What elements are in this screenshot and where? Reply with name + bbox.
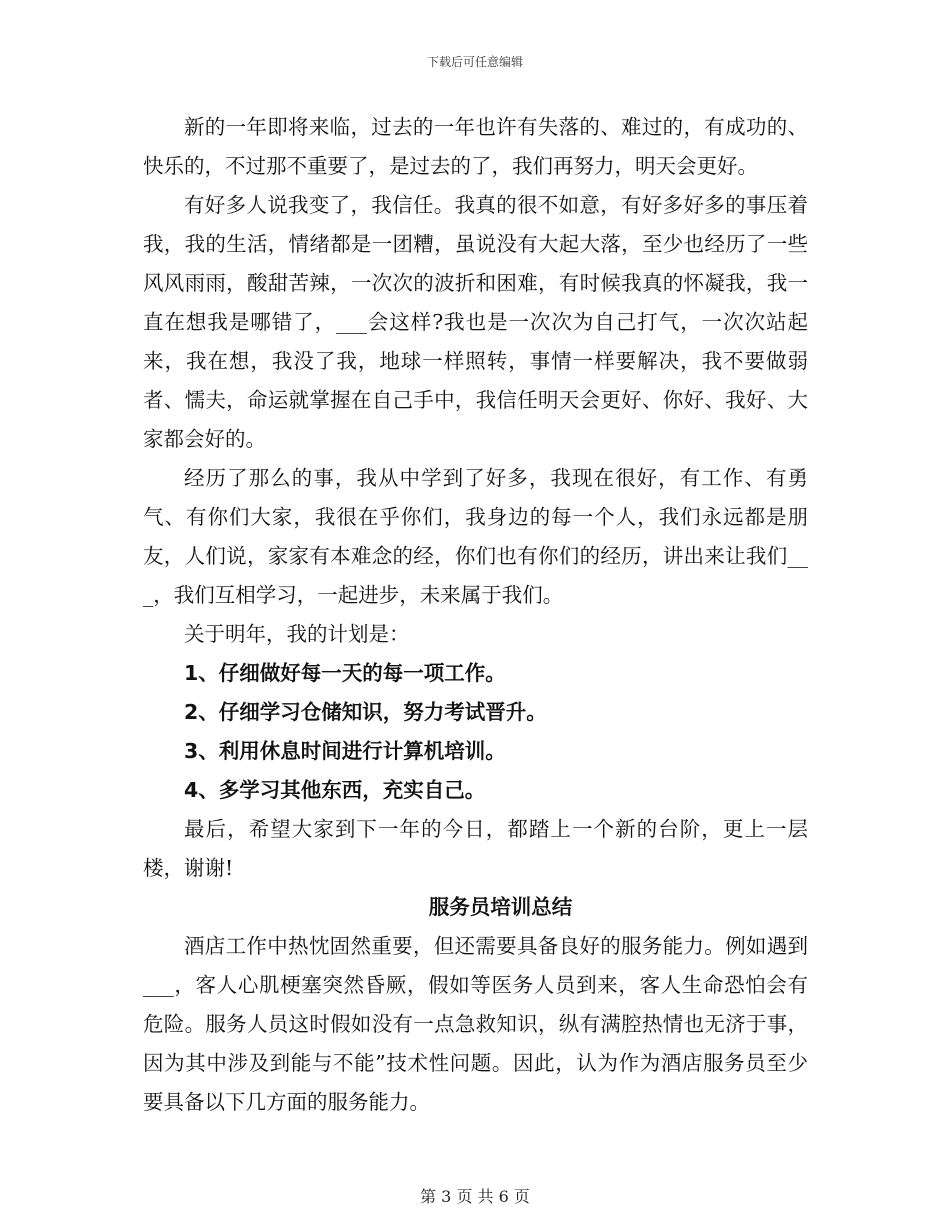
paragraph-closing: 最后，希望大家到下一年的今日，都踏上一个新的台阶，更上一层楼，谢谢! (143, 817, 808, 880)
document-body (143, 108, 808, 1122)
page-number: 第 3 页 共 6 页 (420, 1187, 530, 1206)
plan-item-3: 3、利用休息时间进行计算机培训。 (184, 739, 506, 763)
plan-item-1: 1、仔细做好每一天的每一项工作。 (184, 661, 506, 685)
plan-item-4: 4、多学习其他东西，充实自己。 (184, 778, 486, 802)
page-header-note: 下载后可任意编辑 (426, 55, 523, 69)
paragraph-new-year: 新的一年即将来临，过去的一年也许有失落的、难过的，有成功的、快乐的，不过那不重要了，是过去的了，我们再努力，明天会更好。 (143, 115, 808, 178)
paragraph-experience: 经历了那么的事，我从中学到了好多，我现在很好，有工作、有勇气、有你们大家，我很在乎你们，我身边的每一个人，我们永远都是朋友，人们说，家家有本难念的经，你们也有你们的经历，讲出来让我们___，我们互相学习，一起进步，未来属于我们。 (143, 466, 808, 607)
plan-intro: 关于明年，我的计划是： (184, 622, 410, 646)
paragraph-service-skills: 酒店工作中热忱固然重要，但还需要具备良好的服务能力。例如遇到___，客人心肌梗塞突然昏厥，假如等医务人员到来，客人生命恐怕会有危险。服务人员这时假如没有一点急救知识，纵有满腔热情也无济于事，因为其中涉及到能与不能”技术性问题。因此，认为作为酒店服务员至少要具备以下几方面的服务能力。 (143, 934, 808, 1114)
plan-item-2: 2、仔细学习仓储知识，努力考试晋升。 (184, 700, 547, 724)
section-title: 服务员培训总结 (428, 895, 573, 919)
paragraph-changes: 有好多人说我变了，我信任。我真的很不如意，有好多好多的事压着我，我的生活，情绪都是一团糟，虽说没有大起大落，至少也经历了一些风风雨雨，酸甜苦辣，一次次的波折和困难，有时候我真的怀凝我，我一直在想我是哪错了，___会这样?我也是一次次为自己打气，一次次站起来，我在想，我没了我，地球一样照转，事情一样要解决，我不要做弱者、懦夫，命运就掌握在自己手中，我信任明天会更好、你好、我好、大家都会好的。 (143, 193, 808, 451)
